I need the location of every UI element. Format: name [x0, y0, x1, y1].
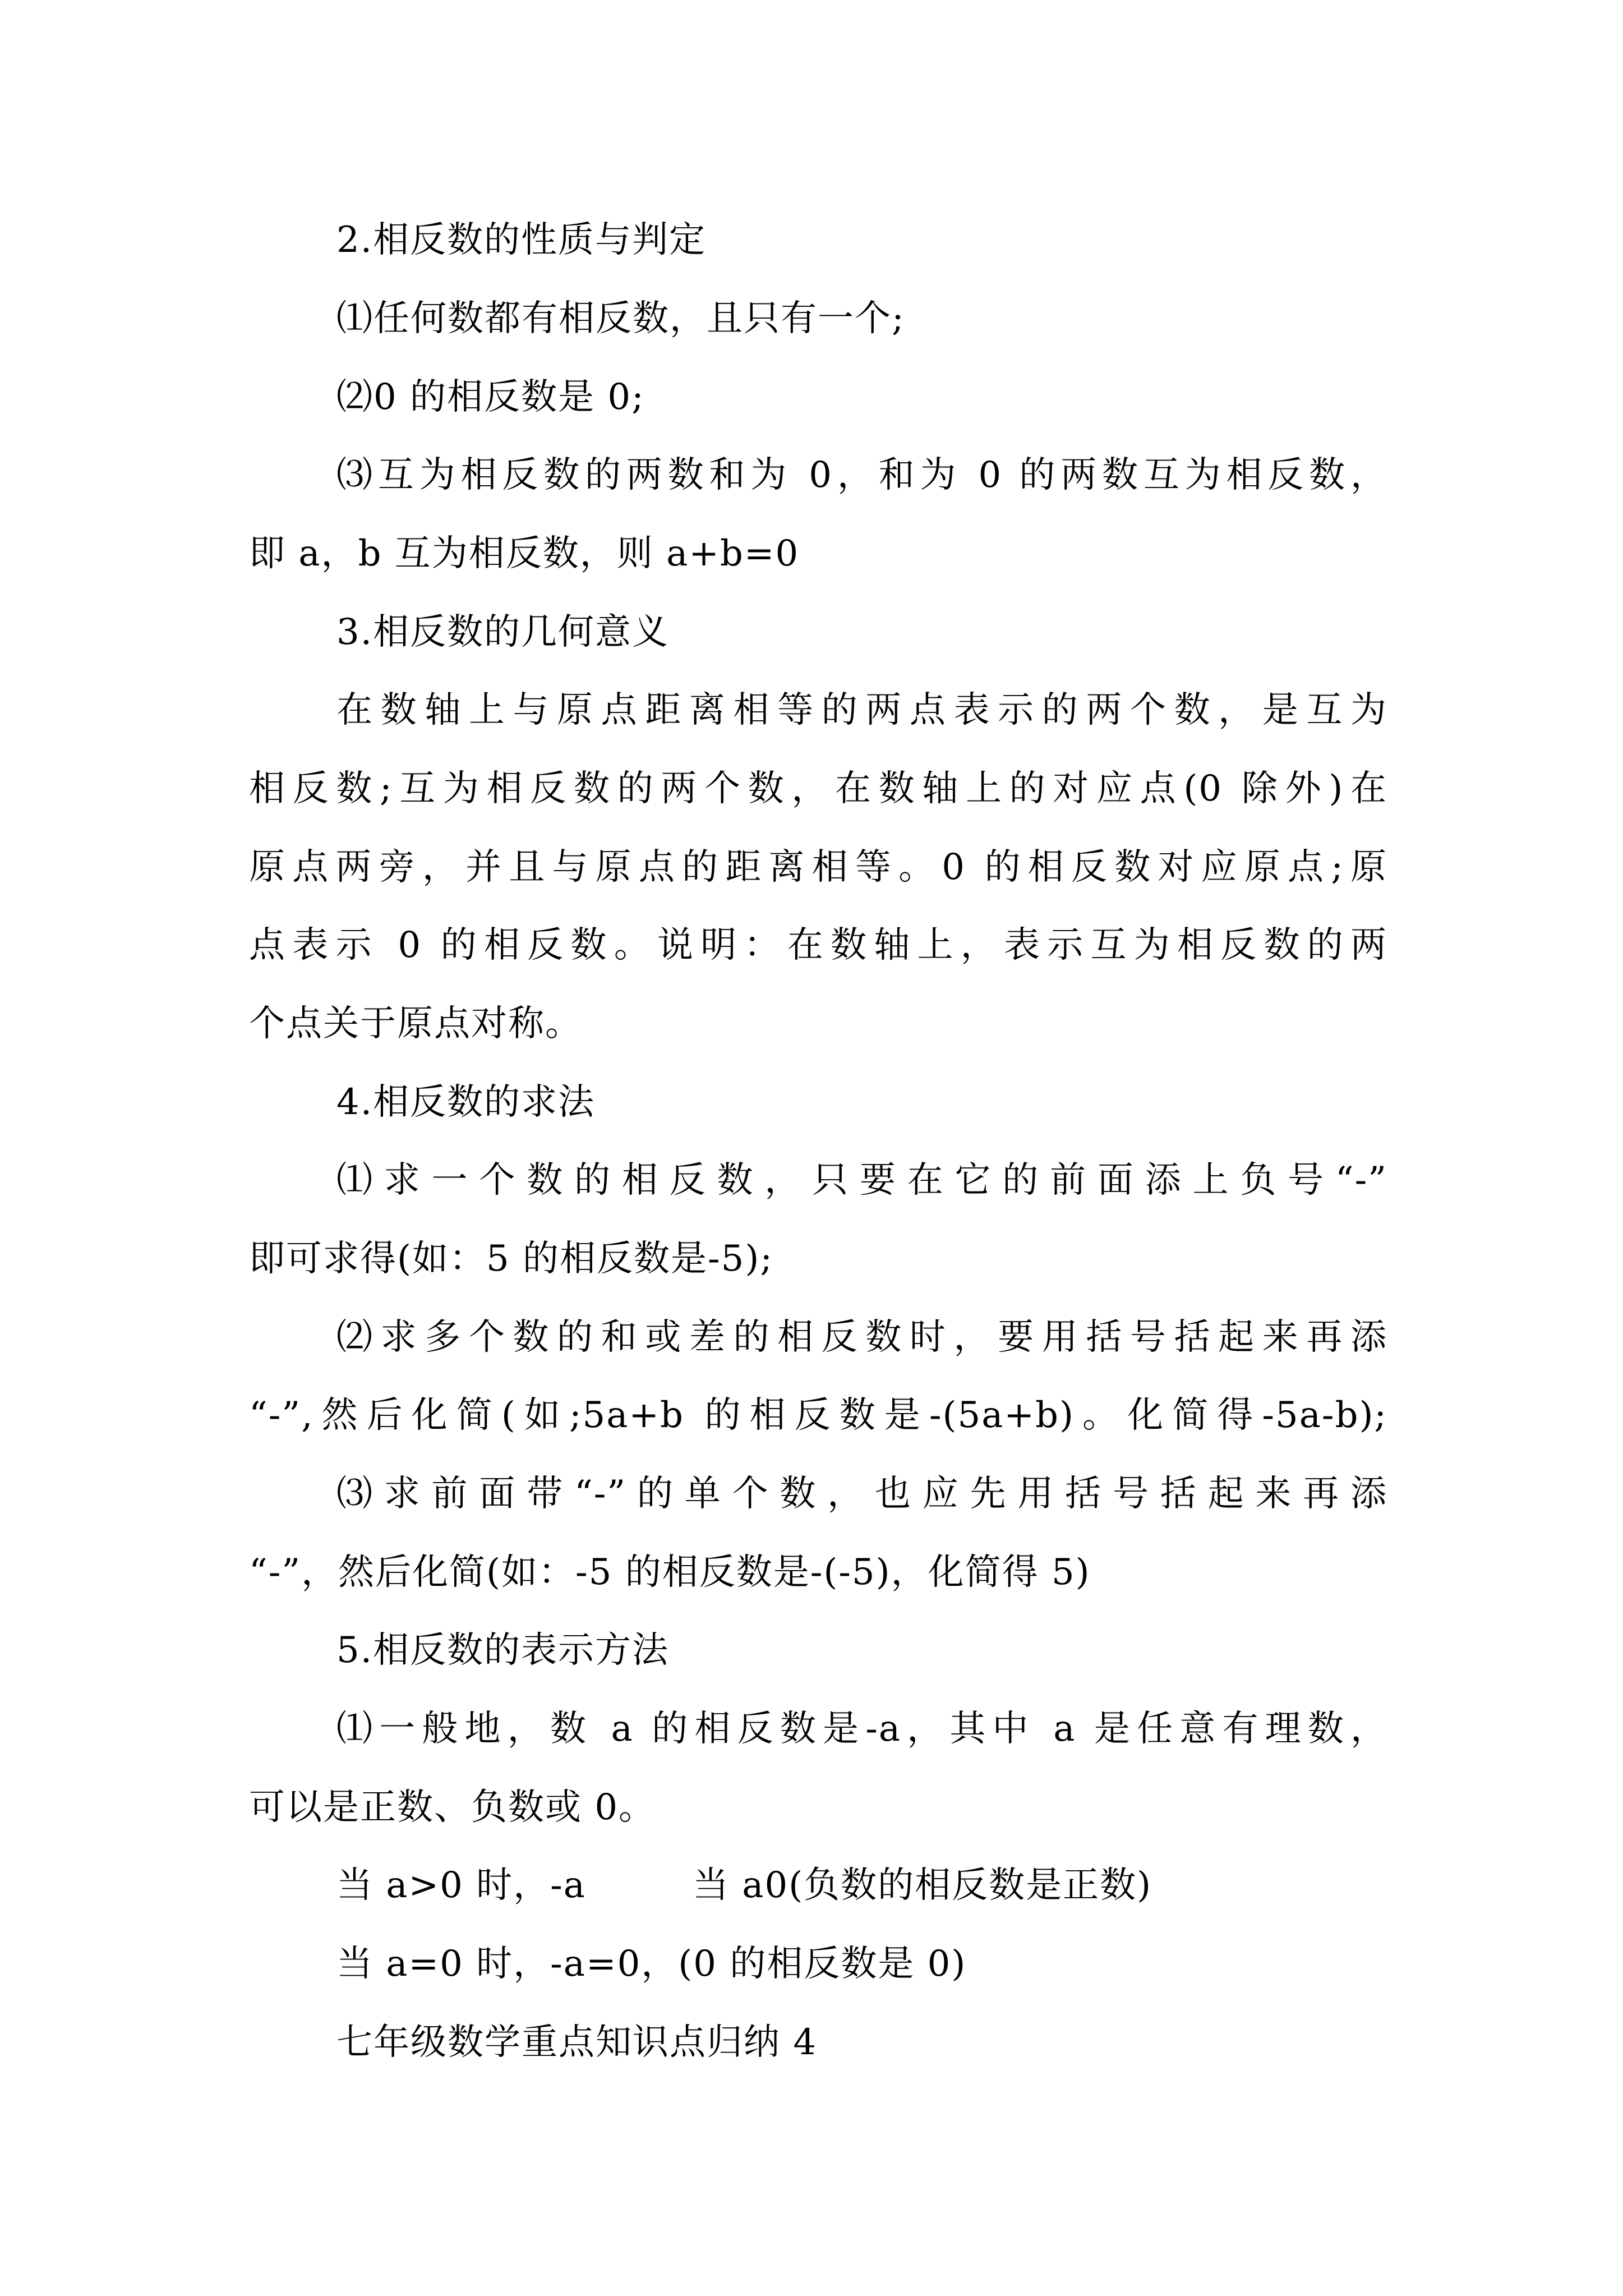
heading-opposite-number-properties: 2.相反数的性质与判定 — [336, 219, 707, 261]
text-line: 相反数;互为相反数的两个数，在数轴上的对应点(0 除外)在 — [249, 768, 1387, 809]
heading-geometric-meaning: 3.相反数的几何意义 — [336, 611, 670, 653]
heading-representation: 5.相反数的表示方法 — [336, 1630, 670, 1671]
text-line: ⑶互为相反数的两数和为 0，和为 0 的两数互为相反数， — [336, 454, 1387, 496]
text-fragment: 当 a0(负数的相反数是正数) — [692, 1865, 1152, 1906]
text-line: 个点关于原点对称。 — [249, 1003, 582, 1045]
text-line: 点表示 0 的相反数。说明：在数轴上，表示互为相反数的两 — [249, 924, 1387, 966]
text-line: ⑶求前面带“-”的单个数，也应先用括号括起来再添 — [336, 1473, 1387, 1515]
text-line: 原点两旁，并且与原点的距离相等。0 的相反数对应原点;原 — [249, 846, 1387, 888]
text-line: 可以是正数、负数或 0。 — [249, 1787, 656, 1828]
heading-finding-opposite: 4.相反数的求法 — [336, 1082, 596, 1123]
text-line: 在数轴上与原点距离相等的两点表示的两个数，是互为 — [336, 689, 1387, 731]
text-line-pair — [336, 1863, 1152, 1908]
text-fragment: 当 a>0 时，-a — [336, 1865, 586, 1906]
text-line: ⑵0 的相反数是 0; — [336, 376, 645, 418]
text-line: “-”，然后化简(如：-5 的相反数是-(-5)，化简得 5) — [249, 1552, 1091, 1593]
text-line: ⑴求一个数的相反数，只要在它的前面添上负号“-” — [336, 1159, 1387, 1201]
text-line: ⑴一般地，数 a 的相反数是-a，其中 a 是任意有理数， — [336, 1708, 1387, 1750]
text-line: 即可求得(如：5 的相反数是-5); — [249, 1238, 773, 1280]
text-line: ⑴任何数都有相反数，且只有一个; — [336, 298, 905, 339]
text-line: ⑵求多个数的和或差的相反数时，要用括号括起来再添 — [336, 1317, 1387, 1358]
section-title: 七年级数学重点知识点归纳 4 — [336, 2022, 818, 2063]
text-line: 即 a，b 互为相反数，则 a+b=0 — [249, 533, 800, 574]
text-line: “-”,然后化简(如;5a+b 的相反数是-(5a+b)。化简得-5a-b); — [249, 1395, 1387, 1436]
text-line: 当 a=0 时，-a=0，(0 的相反数是 0) — [336, 1943, 967, 1985]
